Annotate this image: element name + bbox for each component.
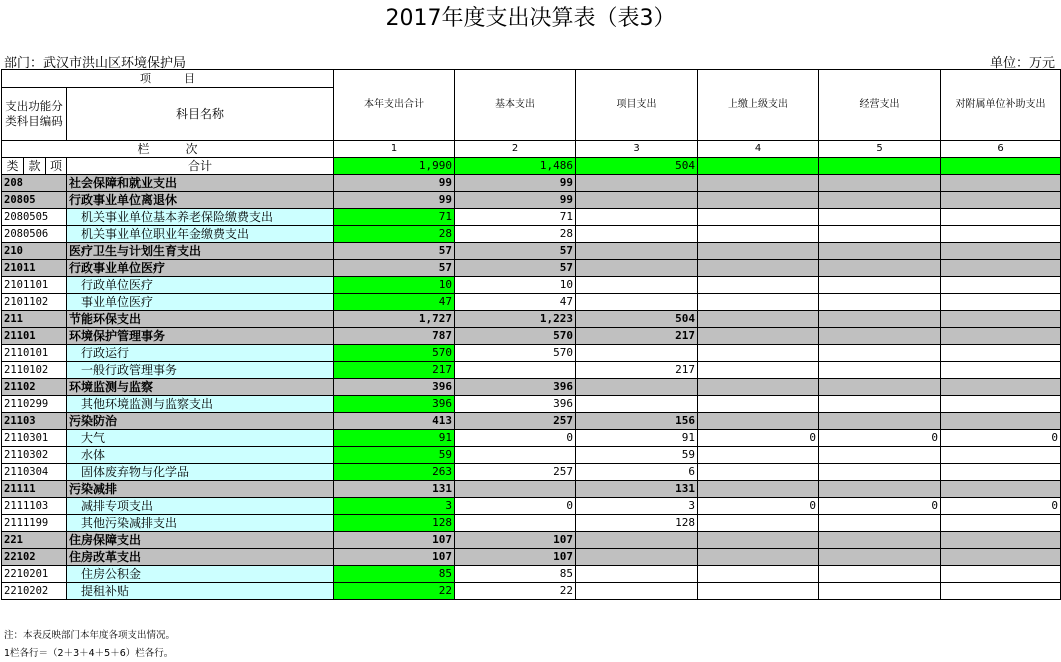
row-value-col1: 413	[334, 413, 455, 430]
row-value-col2: 1,223	[455, 311, 576, 328]
col-num-1: 1	[334, 141, 455, 158]
row-value-col3	[576, 209, 698, 226]
row-value-col5	[819, 532, 941, 549]
row-subject-name: 污染减排	[67, 481, 334, 498]
table-row	[2, 243, 1061, 260]
row-value-col1: 99	[334, 192, 455, 209]
row-value-col3	[576, 226, 698, 243]
row-code: 21101	[2, 328, 67, 345]
col-num-6: 6	[941, 141, 1061, 158]
row-code: 2111103	[2, 498, 67, 515]
row-subject-name: 一般行政管理事务	[67, 362, 334, 379]
row-value-col3: 59	[576, 447, 698, 464]
row-value-col3: 128	[576, 515, 698, 532]
row-value-col1: 396	[334, 396, 455, 413]
table-row	[2, 532, 1061, 549]
row-value-col2: 570	[455, 345, 576, 362]
row-code: 2110301	[2, 430, 67, 447]
row-value-col5	[819, 447, 941, 464]
row-subject-name: 住房改革支出	[67, 549, 334, 566]
table-row	[2, 481, 1061, 498]
page-title: 2017年度支出决算表（表3）	[385, 6, 676, 31]
table-body	[2, 175, 1061, 600]
row-value-col1: 59	[334, 447, 455, 464]
row-subject-name: 行政运行	[67, 345, 334, 362]
row-value-col4: 0	[698, 498, 819, 515]
row-value-col4	[698, 566, 819, 583]
row-subject-name: 环境保护管理事务	[67, 328, 334, 345]
row-code: 2110101	[2, 345, 67, 362]
row-subject-name: 环境监测与监察	[67, 379, 334, 396]
row-value-col5	[819, 464, 941, 481]
row-subject-name: 住房公积金	[67, 566, 334, 583]
table-row	[2, 464, 1061, 481]
row-value-col6	[941, 345, 1061, 362]
row-value-col4	[698, 447, 819, 464]
row-value-col6	[941, 311, 1061, 328]
row-subject-name: 其他污染减排支出	[67, 515, 334, 532]
footnote-1: 注：本表反映部门本年度各项支出情况。	[4, 630, 176, 641]
row-value-col1: 570	[334, 345, 455, 362]
row-value-col4	[698, 294, 819, 311]
row-value-col5	[819, 260, 941, 277]
row-value-col2: 570	[455, 328, 576, 345]
row-value-col4	[698, 379, 819, 396]
row-value-col4	[698, 243, 819, 260]
row-value-col2: 257	[455, 413, 576, 430]
row-subject-name: 节能环保支出	[67, 311, 334, 328]
kuan-header: 款	[24, 158, 46, 175]
row-value-col5	[819, 379, 941, 396]
row-value-col2: 107	[455, 532, 576, 549]
row-code: 2101101	[2, 277, 67, 294]
row-value-col6	[941, 413, 1061, 430]
row-value-col1: 91	[334, 430, 455, 447]
row-value-col3	[576, 566, 698, 583]
total-6	[941, 158, 1061, 175]
row-subject-name: 行政事业单位离退休	[67, 192, 334, 209]
table-row	[2, 498, 1061, 515]
row-value-col6	[941, 294, 1061, 311]
row-subject-name: 行政事业单位医疗	[67, 260, 334, 277]
row-value-col1: 396	[334, 379, 455, 396]
table-row	[2, 549, 1061, 566]
row-value-col2: 396	[455, 396, 576, 413]
row-value-col5	[819, 311, 941, 328]
row-value-col3: 6	[576, 464, 698, 481]
row-value-col2: 28	[455, 226, 576, 243]
row-value-col5	[819, 209, 941, 226]
table-row	[2, 192, 1061, 209]
table-row	[2, 175, 1061, 192]
row-value-col4	[698, 192, 819, 209]
row-value-col6	[941, 566, 1061, 583]
row-value-col3: 3	[576, 498, 698, 515]
col-order-header: 栏 次	[2, 141, 334, 158]
row-value-col3	[576, 260, 698, 277]
row-value-col3	[576, 294, 698, 311]
row-value-col3	[576, 379, 698, 396]
row-value-col5	[819, 583, 941, 600]
row-value-col2	[455, 515, 576, 532]
total-4	[698, 158, 819, 175]
expenditure-table	[1, 69, 1061, 600]
row-code: 2210201	[2, 566, 67, 583]
row-value-col6	[941, 175, 1061, 192]
row-value-col3: 156	[576, 413, 698, 430]
row-value-col3: 131	[576, 481, 698, 498]
total-1: 1,990	[334, 158, 455, 175]
row-value-col4	[698, 464, 819, 481]
row-value-col1: 85	[334, 566, 455, 583]
row-code: 2110102	[2, 362, 67, 379]
row-value-col2: 47	[455, 294, 576, 311]
row-subject-name: 社会保障和就业支出	[67, 175, 334, 192]
row-value-col1: 99	[334, 175, 455, 192]
department-label: 部门：武汉市洪山区环境保护局	[4, 56, 187, 71]
row-value-col4	[698, 583, 819, 600]
row-value-col1: 1,727	[334, 311, 455, 328]
row-value-col6	[941, 260, 1061, 277]
row-value-col1: 57	[334, 243, 455, 260]
row-code: 2101102	[2, 294, 67, 311]
row-value-col2	[455, 447, 576, 464]
row-value-col2	[455, 362, 576, 379]
col-header-6: 对附属单位补助支出	[941, 70, 1061, 141]
table-row	[2, 277, 1061, 294]
table-row	[2, 566, 1061, 583]
row-value-col1: 217	[334, 362, 455, 379]
row-value-col5	[819, 515, 941, 532]
row-code: 20805	[2, 192, 67, 209]
row-value-col6	[941, 532, 1061, 549]
table-row	[2, 328, 1061, 345]
row-value-col2	[455, 481, 576, 498]
unit-label: 单位：万元	[989, 56, 1055, 71]
table-row	[2, 294, 1061, 311]
row-value-col3	[576, 243, 698, 260]
row-value-col3	[576, 192, 698, 209]
row-value-col2: 22	[455, 583, 576, 600]
item-header: 项 目	[2, 70, 334, 88]
row-value-col1: 263	[334, 464, 455, 481]
row-code: 211	[2, 311, 67, 328]
row-code: 2080505	[2, 209, 67, 226]
table-row	[2, 379, 1061, 396]
table-row	[2, 311, 1061, 328]
row-value-col3: 91	[576, 430, 698, 447]
col-header-2: 基本支出	[455, 70, 576, 141]
row-subject-name: 事业单位医疗	[67, 294, 334, 311]
row-value-col5	[819, 243, 941, 260]
row-code: 21111	[2, 481, 67, 498]
row-value-col6	[941, 226, 1061, 243]
row-value-col5	[819, 345, 941, 362]
row-value-col1: 10	[334, 277, 455, 294]
row-value-col6	[941, 362, 1061, 379]
row-value-col4	[698, 396, 819, 413]
row-subject-name: 固体废弃物与化学品	[67, 464, 334, 481]
total-2: 1,486	[455, 158, 576, 175]
xiang-header: 项	[46, 158, 67, 175]
row-value-col2: 99	[455, 175, 576, 192]
table-row	[2, 260, 1061, 277]
row-subject-name: 减排专项支出	[67, 498, 334, 515]
row-subject-name: 机关事业单位职业年金缴费支出	[67, 226, 334, 243]
table-row	[2, 345, 1061, 362]
row-value-col1: 28	[334, 226, 455, 243]
row-value-col1: 47	[334, 294, 455, 311]
row-value-col2: 0	[455, 430, 576, 447]
table-row	[2, 430, 1061, 447]
col-header-4: 上缴上级支出	[698, 70, 819, 141]
row-value-col1: 131	[334, 481, 455, 498]
row-value-col6	[941, 379, 1061, 396]
row-value-col4	[698, 277, 819, 294]
row-value-col4	[698, 549, 819, 566]
row-code: 2110302	[2, 447, 67, 464]
row-code: 21102	[2, 379, 67, 396]
row-value-col1: 71	[334, 209, 455, 226]
row-value-col2: 396	[455, 379, 576, 396]
func-code-header	[2, 88, 67, 141]
row-value-col1: 128	[334, 515, 455, 532]
row-subject-name: 行政单位医疗	[67, 277, 334, 294]
table-row	[2, 396, 1061, 413]
row-value-col6	[941, 192, 1061, 209]
row-value-col6	[941, 583, 1061, 600]
row-value-col4	[698, 515, 819, 532]
row-value-col6	[941, 464, 1061, 481]
col-num-3: 3	[576, 141, 698, 158]
col-num-2: 2	[455, 141, 576, 158]
row-code: 2110299	[2, 396, 67, 413]
row-code: 208	[2, 175, 67, 192]
row-value-col5	[819, 192, 941, 209]
row-value-col5	[819, 294, 941, 311]
row-value-col4	[698, 209, 819, 226]
table-row	[2, 226, 1061, 243]
row-value-col1: 3	[334, 498, 455, 515]
row-value-col5	[819, 175, 941, 192]
row-code: 21103	[2, 413, 67, 430]
col-header-1: 本年支出合计	[334, 70, 455, 141]
row-subject-name: 污染防治	[67, 413, 334, 430]
row-value-col5	[819, 362, 941, 379]
col-num-4: 4	[698, 141, 819, 158]
row-value-col6	[941, 209, 1061, 226]
row-subject-name: 提租补贴	[67, 583, 334, 600]
row-value-col3	[576, 175, 698, 192]
row-value-col5	[819, 328, 941, 345]
row-value-col2: 57	[455, 260, 576, 277]
row-value-col6: 0	[941, 430, 1061, 447]
row-value-col4	[698, 532, 819, 549]
row-value-col3	[576, 532, 698, 549]
row-value-col4	[698, 362, 819, 379]
row-value-col3: 217	[576, 362, 698, 379]
row-value-col2: 10	[455, 277, 576, 294]
col-num-5: 5	[819, 141, 941, 158]
row-value-col2: 107	[455, 549, 576, 566]
row-value-col3	[576, 345, 698, 362]
row-value-col2: 0	[455, 498, 576, 515]
row-value-col6	[941, 243, 1061, 260]
row-value-col4	[698, 345, 819, 362]
row-value-col6	[941, 277, 1061, 294]
row-subject-name: 其他环境监测与监察支出	[67, 396, 334, 413]
row-value-col1: 787	[334, 328, 455, 345]
row-value-col4: 0	[698, 430, 819, 447]
row-value-col5: 0	[819, 498, 941, 515]
row-code: 210	[2, 243, 67, 260]
total-5	[819, 158, 941, 175]
row-value-col4	[698, 481, 819, 498]
row-value-col4	[698, 175, 819, 192]
row-value-col5	[819, 277, 941, 294]
row-value-col1: 57	[334, 260, 455, 277]
table-row	[2, 515, 1061, 532]
row-value-col4	[698, 328, 819, 345]
row-value-col3: 504	[576, 311, 698, 328]
row-subject-name: 住房保障支出	[67, 532, 334, 549]
table-row	[2, 413, 1061, 430]
row-value-col3	[576, 549, 698, 566]
subject-name-header: 科目名称	[67, 88, 334, 141]
row-value-col5	[819, 413, 941, 430]
row-value-col4	[698, 260, 819, 277]
row-value-col6	[941, 549, 1061, 566]
row-code: 2210202	[2, 583, 67, 600]
col-header-3: 项目支出	[576, 70, 698, 141]
table-row	[2, 447, 1061, 464]
row-value-col2: 71	[455, 209, 576, 226]
footnote-2: 1栏各行＝（2＋3＋4＋5＋6）栏各行。	[4, 648, 174, 659]
row-value-col3	[576, 583, 698, 600]
table-row	[2, 583, 1061, 600]
row-value-col5: 0	[819, 430, 941, 447]
row-value-col3	[576, 277, 698, 294]
row-value-col3: 217	[576, 328, 698, 345]
row-subject-name: 大气	[67, 430, 334, 447]
row-value-col2: 57	[455, 243, 576, 260]
lei-header: 类	[2, 158, 24, 175]
row-value-col6	[941, 515, 1061, 532]
row-value-col5	[819, 481, 941, 498]
row-value-col6	[941, 328, 1061, 345]
row-subject-name: 医疗卫生与计划生育支出	[67, 243, 334, 260]
row-value-col6	[941, 481, 1061, 498]
row-value-col1: 107	[334, 532, 455, 549]
row-value-col4	[698, 311, 819, 328]
row-code: 2111199	[2, 515, 67, 532]
func-code-text: 支出功能分类科目编码	[5, 99, 63, 128]
row-value-col6: 0	[941, 498, 1061, 515]
row-value-col6	[941, 396, 1061, 413]
row-value-col1: 22	[334, 583, 455, 600]
row-subject-name: 机关事业单位基本养老保险缴费支出	[67, 209, 334, 226]
row-value-col2: 99	[455, 192, 576, 209]
row-code: 21011	[2, 260, 67, 277]
row-code: 2080506	[2, 226, 67, 243]
col-header-5: 经营支出	[819, 70, 941, 141]
row-value-col5	[819, 566, 941, 583]
row-value-col5	[819, 549, 941, 566]
total-3: 504	[576, 158, 698, 175]
row-value-col2: 257	[455, 464, 576, 481]
row-value-col1: 107	[334, 549, 455, 566]
row-value-col5	[819, 396, 941, 413]
row-code: 22102	[2, 549, 67, 566]
row-code: 2110304	[2, 464, 67, 481]
row-code: 221	[2, 532, 67, 549]
table-row	[2, 209, 1061, 226]
row-value-col3	[576, 396, 698, 413]
row-value-col5	[819, 226, 941, 243]
row-value-col2: 85	[455, 566, 576, 583]
table-row	[2, 362, 1061, 379]
row-value-col4	[698, 226, 819, 243]
row-subject-name: 水体	[67, 447, 334, 464]
row-value-col4	[698, 413, 819, 430]
total-label: 合计	[67, 158, 334, 175]
row-value-col6	[941, 447, 1061, 464]
